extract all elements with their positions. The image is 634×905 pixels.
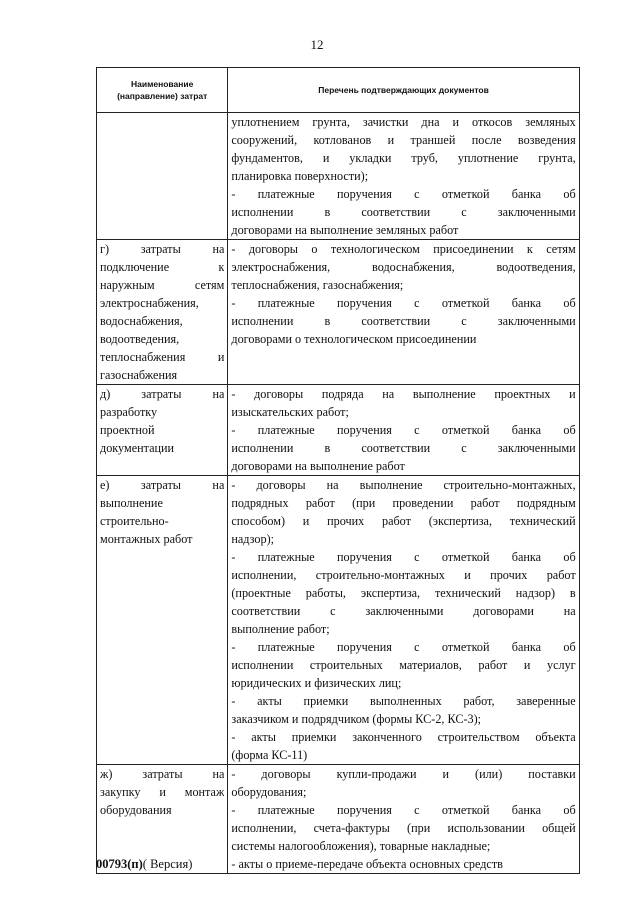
cost-category-line: теплоснабжения и — [100, 350, 225, 364]
document-list-cell — [228, 476, 579, 765]
document-list-line: (проектные работы, экспертиза, технический надзор) в — [231, 586, 576, 600]
cost-category-line: электроснабжения, — [100, 296, 199, 310]
document-list-cell — [228, 240, 579, 385]
cost-category-line: разработку — [100, 405, 158, 419]
document-list-line: - платежные поручения с отметкой банка об — [231, 550, 576, 564]
document-list-line: электроснабжения, водоснабжения, водоотведения, — [231, 260, 576, 274]
cost-category-line: строительно- — [100, 514, 169, 528]
document-list-line: фундаментов, и укладки труб, уплотнение грунта, — [231, 151, 576, 165]
document-list-line: оборудования; — [231, 785, 307, 799]
header-cost-name — [97, 68, 228, 113]
document-version: ( Версия) — [142, 857, 193, 871]
document-list-line: - договоры купли-продажи и (или) поставки — [231, 767, 576, 781]
document-list-line: способом) и прочих работ (экспертиза, технический — [231, 514, 576, 528]
document-list-line: исполнении, счета-фактуры (при использовании общей — [231, 821, 576, 835]
table-body — [97, 113, 580, 874]
header-document-list: Перечень подтверждающих документов — [228, 68, 579, 113]
document-list-line: подрядных работ (при проведении работ подрядным — [231, 496, 576, 510]
document-list-line: изыскательских работ; — [231, 405, 349, 419]
cost-category-line: оборудования — [100, 803, 172, 817]
cost-category-line: проектной — [100, 423, 155, 437]
document-list-line: исполнении в соответствии с заключенными — [231, 441, 576, 455]
cost-category-line: закупку и монтаж — [100, 785, 225, 799]
document-list-line: надзор); — [231, 532, 275, 546]
page-number: 12 — [310, 37, 324, 52]
document-list-line: исполнении в соответствии с заключенными — [231, 314, 576, 328]
table-row — [97, 240, 580, 385]
document-list-line: договорами на выполнение земляных работ — [231, 223, 459, 237]
document-list-line: (форма КС-11) — [231, 748, 308, 762]
document-list-line: - платежные поручения с отметкой банка об — [231, 296, 576, 310]
table-header-row — [97, 68, 580, 113]
cost-category-line: выполнение — [100, 496, 163, 510]
cost-category-line: д) затраты на — [100, 387, 225, 401]
document-code — [96, 857, 192, 872]
table-row — [97, 476, 580, 765]
document-list-line: системы налогообложения), товарные накладные; — [231, 839, 491, 853]
document-list-line: сооружений, котлованов и траншей после возведения — [231, 133, 576, 147]
cost-category-line: е) затраты на — [100, 478, 225, 492]
document-list-line: соответствии с заключенными договорами на — [231, 604, 576, 618]
cost-category-line: ж) затраты на — [100, 767, 225, 781]
document-number: 00793(п) — [96, 857, 143, 871]
document-list-line: договорами на выполнение работ — [231, 459, 405, 473]
header-line: (направление) затрат — [117, 91, 208, 101]
cost-category-line: монтажных работ — [100, 532, 193, 546]
document-list-line: уплотнением грунта, зачистки дна и откосов земляных — [231, 115, 576, 129]
cost-category-line: водоотведения, — [100, 332, 180, 346]
document-list-line: - акты о приеме-передаче объекта основных средств — [231, 857, 503, 871]
cost-category-cell — [97, 113, 228, 240]
cost-category-line: подключение к — [100, 260, 225, 274]
cost-category-cell — [97, 476, 228, 765]
document-list-line: заказчиком и подрядчиком (формы КС-2, КС-3); — [231, 712, 482, 726]
document-list-line: - платежные поручения с отметкой банка об — [231, 640, 576, 654]
document-list-line: - платежные поручения с отметкой банка об — [231, 187, 576, 201]
cost-category-line: документации — [100, 441, 175, 455]
document-list-line: - акты приемки законченного строительством объекта — [231, 730, 576, 744]
document-list-line: - договоры на выполнение строительно-монтажных, — [231, 478, 576, 492]
document-list-line: исполнении строительных материалов, работ и услуг — [231, 658, 576, 672]
document-list-line: - договоры о технологическом присоединении к сетям — [231, 242, 576, 256]
table-row — [97, 113, 580, 240]
document-list-cell — [228, 385, 579, 476]
document-list-line: - акты приемки выполненных работ, заверенные — [231, 694, 576, 708]
document-list-line: - платежные поручения с отметкой банка об — [231, 423, 576, 437]
documents-table — [96, 67, 580, 874]
document-list-line: юридических и физических лиц; — [231, 676, 402, 690]
document-list-line: - договоры подряда на выполнение проектных и — [231, 387, 576, 401]
cost-category-line: наружным сетям — [100, 278, 225, 292]
header-line: Наименование — [131, 79, 194, 89]
cost-category-cell — [97, 240, 228, 385]
document-list-line: договорами о технологическом присоединении — [231, 332, 477, 346]
document-list-cell — [228, 113, 579, 240]
document-list-line: теплоснабжения, газоснабжения; — [231, 278, 404, 292]
document-list-line: планировка поверхности); — [231, 169, 369, 183]
document-list-line: - платежные поручения с отметкой банка об — [231, 803, 576, 817]
cost-category-line: г) затраты на — [100, 242, 225, 256]
document-list-cell — [228, 765, 579, 874]
cost-category-line: газоснабжения — [100, 368, 178, 382]
cost-category-cell — [97, 385, 228, 476]
table-row — [97, 385, 580, 476]
document-list-line: исполнении, строительно-монтажных и прочих работ — [231, 568, 576, 582]
document-list-line: исполнении в соответствии с заключенными — [231, 205, 576, 219]
document-list-line: выполнение работ; — [231, 622, 330, 636]
cost-category-line: водоснабжения, — [100, 314, 183, 328]
